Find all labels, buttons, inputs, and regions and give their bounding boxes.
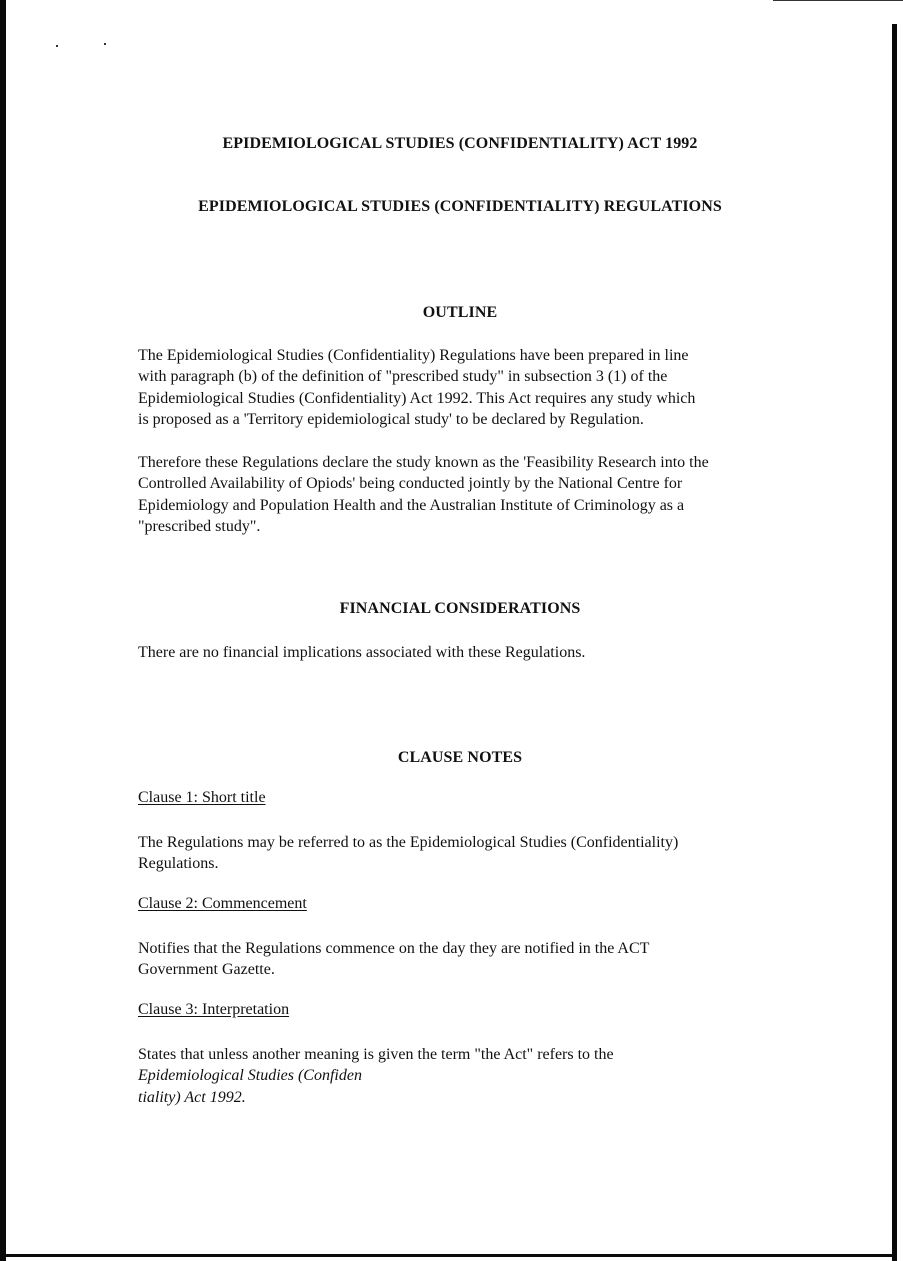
- clause-1-title: Clause 1: Short title: [138, 789, 266, 806]
- clause-2-text: [138, 938, 798, 981]
- scan-speck: [56, 45, 58, 47]
- text-line: The Regulations may be referred to as the Epidemiological Studies (Confidentiality): [138, 834, 679, 851]
- scan-border-bottom: [0, 1254, 897, 1257]
- clause-notes-heading: CLAUSE NOTES: [397, 749, 523, 766]
- scan-speck: [104, 43, 106, 45]
- text-line: "prescribed study".: [138, 518, 261, 536]
- clause-3-text: [138, 1044, 798, 1108]
- act-title: EPIDEMIOLOGICAL STUDIES (CONFIDENTIALITY) ACT 1992: [222, 135, 698, 152]
- text-line: Therefore these Regulations declare the study known as the 'Feasibility Research into the: [138, 454, 709, 471]
- regulations-title: EPIDEMIOLOGICAL STUDIES (CONFIDENTIALITY) REGULATIONS: [198, 198, 722, 215]
- text-line: is proposed as a 'Territory epidemiological study' to be declared by Regulation.: [138, 411, 644, 429]
- italic-act-name-line: tiality) Act 1992.: [138, 1088, 246, 1106]
- text-line: The Epidemiological Studies (Confidentiality) Regulations have been prepared in line: [138, 347, 689, 364]
- text-line: with paragraph (b) of the definition of "prescribed study" in subsection 3 (1) of the: [138, 368, 668, 386]
- text-line: Regulations.: [138, 855, 219, 873]
- scan-border-left: [0, 0, 6, 1261]
- scan-border-top: [773, 0, 903, 1]
- text-line: Government Gazette.: [138, 961, 275, 979]
- text-line: Epidemiological Studies (Confidentiality) Act 1992. This Act requires any study which: [138, 389, 696, 407]
- text-line: Epidemiology and Population Health and the Australian Institute of Criminology as a: [138, 496, 685, 514]
- text-line: There are no financial implications associated with these Regulations.: [138, 644, 586, 661]
- financial-text: [138, 642, 798, 663]
- financial-heading: FINANCIAL CONSIDERATIONS: [339, 600, 581, 617]
- outline-paragraph-2: [138, 452, 798, 538]
- text-line: Controlled Availability of Opiods' being conducted jointly by the National Centre for: [138, 475, 683, 493]
- text-line: Notifies that the Regulations commence on the day they are notified in the ACT: [138, 940, 650, 957]
- italic-act-name-line: Epidemiological Studies (Confiden: [138, 1067, 362, 1085]
- outline-paragraph-1: [138, 345, 798, 431]
- outline-heading: OUTLINE: [422, 304, 498, 321]
- clause-1-text: [138, 832, 798, 875]
- clause-2-title: Clause 2: Commencement: [138, 895, 307, 912]
- text-line: States that unless another meaning is given the term "the Act" refers to the: [138, 1046, 614, 1063]
- clause-3-title: Clause 3: Interpretation: [138, 1001, 290, 1018]
